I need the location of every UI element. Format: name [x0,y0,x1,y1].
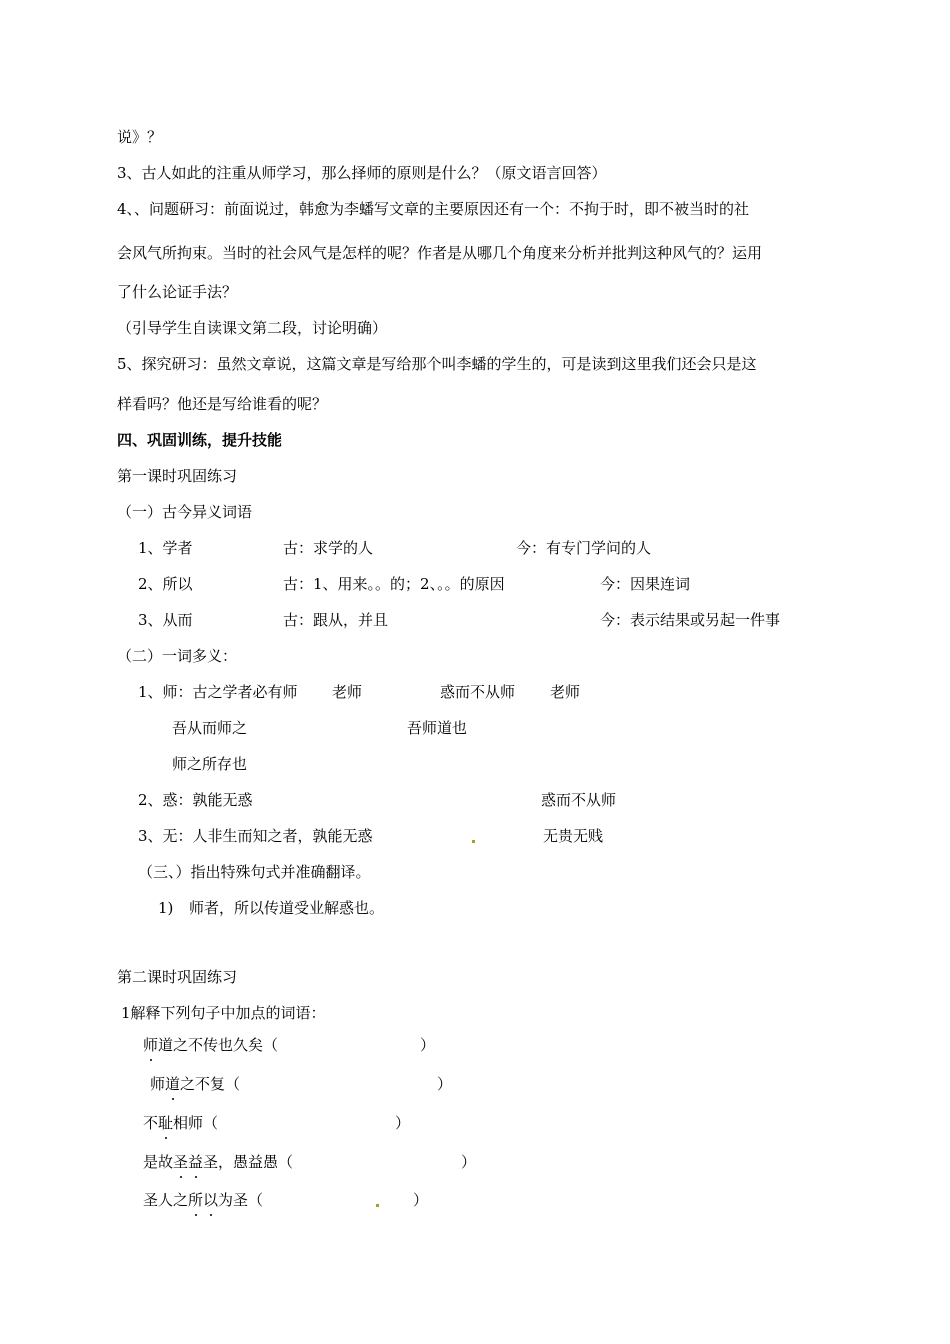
text-line: 5、探究研习：虽然文章说，这篇文章是写给那个叫李蟠的学生的，可是读到这里我们还会只是这 [117,355,757,373]
term: 2、所以 [138,575,193,593]
exercise-instruction: 1解释下列句子中加点的词语： [121,1004,326,1022]
modern-meaning: 今：有专门学问的人 [516,539,652,557]
ancient-meaning: 古：跟从，并且 [283,611,389,629]
item-text: 之不复（ [180,1075,241,1093]
polysemy-entry: 1、师：古之学者必有师 [138,683,298,701]
term: 3、从而 [138,611,193,629]
term: 1、学者 [138,539,193,557]
dotted-char: 以 [203,1191,219,1209]
polysemy-example: 惑而不从师 [541,791,617,809]
dotted-char: 益 [188,1153,204,1171]
text-line: （引导学生自读课文第二段，讨论明确） [117,319,388,337]
text-line: 了什么论证手法？ [117,283,238,301]
item-text: 相师（ [173,1114,219,1132]
text-line: 样看吗？他还是写给谁看的呢？ [117,395,328,413]
dotted-char: 耻 [158,1114,174,1132]
ancient-meaning: 古：求学的人 [283,539,374,557]
question-number: 1) [158,899,174,917]
item-text: 圣，愚益愚（ [203,1153,294,1171]
stray-mark [472,840,475,843]
answer-paren-close: ） [461,1153,477,1171]
stray-mark [376,1204,379,1207]
dotted-char: 所 [188,1191,204,1209]
item-text: 是故 [143,1153,174,1171]
polysemy-example: 惑而不从师 [440,683,516,701]
polysemy-entry: 2、惑：孰能无惑 [138,791,253,809]
polysemy-example: 师之所存也 [172,755,248,773]
polysemy-example: 吾师道也 [407,719,468,737]
subsection-heading: （二）一词多义： [117,647,238,665]
modern-meaning: 今：表示结果或另起一件事 [600,611,781,629]
item-text: 为圣（ [218,1191,264,1209]
subsection-heading: （三、）指出特殊句式并准确翻译。 [138,863,371,881]
question-text: 师者，所以传道受业解惑也。 [189,899,385,917]
exercise-item [143,1190,263,1210]
polysemy-example: 无贵无贱 [543,827,604,845]
answer-paren-close: ） [420,1036,436,1054]
subsection-heading: （一）古今异义词语 [117,503,253,521]
text-line: 4、、问题研习：前面说过，韩愈为李蟠写文章的主要原因还有一个：不拘于时，即不被当时的社 [117,200,750,218]
dotted-char: 圣 [173,1153,189,1171]
item-text: 道之不传也久矣（ [158,1036,279,1054]
ancient-meaning: 古：1、用来。。的；2、。。的原因 [283,575,505,593]
answer-paren-close: ） [395,1114,411,1132]
text-line: 3、古人如此的注重从师学习，那么择师的原则是什么？（原文语言回答） [117,164,607,182]
item-text: 不 [143,1114,159,1132]
section-heading: 四、巩固训练，提升技能 [117,431,283,449]
polysemy-entry: 3、无：人非生而知之者，孰能无惑 [138,827,373,845]
dotted-char: 师 [143,1036,159,1054]
lesson-heading: 第二课时巩固练习 [117,968,238,986]
exercise-item [143,1113,218,1133]
lesson-heading: 第一课时巩固练习 [117,467,238,485]
exercise-item [143,1035,278,1055]
polysemy-example: 吾从而师之 [172,719,248,737]
text-line: 说》？ [117,128,163,146]
answer-paren-close: ） [437,1075,453,1093]
polysemy-meaning: 老师 [550,683,581,701]
item-text: 圣人之 [143,1191,189,1209]
item-text: 师 [150,1075,166,1093]
polysemy-meaning: 老师 [332,683,363,701]
text-line: 会风气所拘束。当时的社会风气是怎样的呢？作者是从哪几个角度来分析并批判这种风气的？运用 [117,244,763,262]
dotted-char: 道 [165,1075,181,1093]
exercise-item [150,1074,240,1094]
answer-paren-close: ） [413,1191,429,1209]
modern-meaning: 今：因果连词 [600,575,691,593]
exercise-item [143,1152,293,1172]
